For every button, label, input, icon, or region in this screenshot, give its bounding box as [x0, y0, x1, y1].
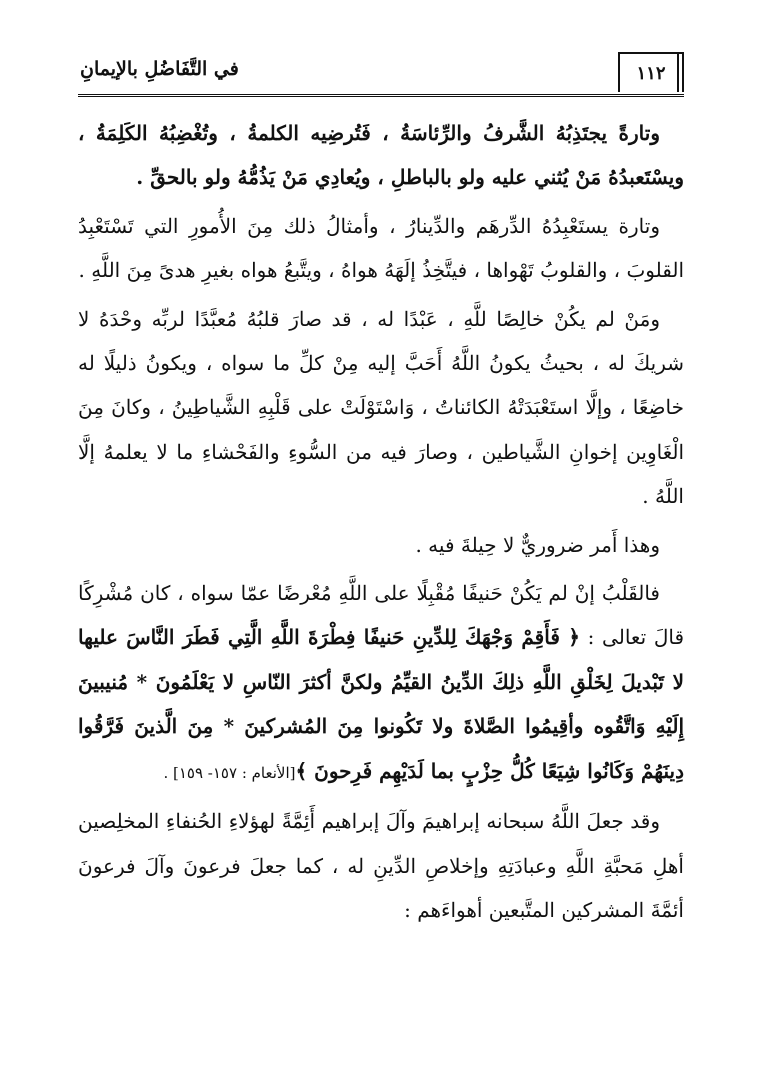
paragraph-3: ومَنْ لم يكُنْ خالِصًا للَّهِ ، عَبْدًا له ، قد صارَ قلبُهُ مُعبَّدًا لربِّه وحْدَهُ لا شريكَ له ، بحيثُ يكونُ اللَّهُ أَحَبَّ إليه مِنْ كلِّ ما سواه ، ويكونُ ذليلًا له خاضِعًا ، وإلَّا استَعْبَدَتْهُ الكائناتُ ، وَاسْتَوْلَتْ على قَلْبِهِ الشَّياطِينُ ، وكانَ مِنَ الْغَاوِين إخوانِ الشَّياطين ، وصارَ فيه من السُّوءِ والفَحْشاءِ ما لا يعلمهُ إلَّا اللَّهُ .: [78, 306, 685, 509]
paragraph-2: وتارة يستَعْبِدُهُ الدِّرهَم والدِّينارُ ، وأمثالُ ذلك مِنَ الأُمورِ التي تَسْتَعْبِدُ القلوبَ ، والقلوبُ تَهْواها ، فيتَّخِذُ إلَهَهُ هواهُ ، ويتَّبعُ هواه بغيرِ هدىً مِنَ اللَّهِ .: [78, 213, 684, 283]
page-body: [78, 111, 684, 932]
running-title: في التَّفَاضُلِ بالإيمانِ: [80, 58, 239, 80]
verse-reference: [الأنعام : ١٥٧- ١٥٩] .: [163, 763, 296, 782]
book-page: [78, 50, 684, 1060]
page-number: ١١٢: [618, 52, 684, 92]
paragraph-5-intro: فالقَلْبُ إنْ لم يَكُنْ حَنيفًا مُقْبِلًا على اللَّهِ مُعْرضًا عمّا سواه ، كان مُشْرِكًا قالَ تعالى :: [78, 581, 685, 650]
paragraph-5: [78, 571, 684, 795]
paragraph-4: وهذا أَمر ضروريٌّ لا حِيلةَ فيه .: [415, 532, 660, 557]
paragraph-1: وتارةً يجتَذِبُهُ الشَّرفُ والرِّئاسَةُ ، فَتُرضِيه الكلمةُ ، وتُغْضِبُهُ الكَلِمَةُ ، ويسْتَعبدُهُ مَنْ يُثني عليه ولو بالباطلِ ، ويُعادِي مَنْ يَذُمُّهُ ولو بالحقِّ .: [78, 121, 684, 190]
quran-verse: ﴿ فَأَقِمْ وَجْهَكَ لِلدِّينِ حَنيفًا فِطْرَةَ اللَّهِ الَّتِي فَطَرَ النَّاسَ عليها لا تَبْديلَ لِخَلْقِ اللَّهِ ذلِكَ الدِّينُ القيِّمُ ولكنَّ أكثرَ النّاسِ لا يَعْلَمُونَ * مُنيبينَ إِلَيْهِ وَاتَّقُوه وأقِيمُوا الصَّلاةَ ولا تَكُونوا مِنَ المُشركينَ * مِنَ الَّذينَ فَرَّقُوا دِينَهُمْ وَكَانُوا شِيَعًا كُلُّ حِزْبٍ بما لَدَيْهِم فَرِحونَ ﴾: [78, 625, 684, 783]
page-header: [78, 50, 684, 97]
paragraph-6: وقد جعلَ اللَّهُ سبحانه إبراهيمَ وآلَ إبراهيم أَئِمَّةً لهؤلاءِ الحُنفاءِ المخلِصين أهلِ مَحبَّةِ اللَّهِ وعبادَتِهِ وإخلاصِ الدِّينِ له ، كما جعلَ فرعونَ وآلَ فرعونَ أئمَّةَ المشركين المتَّبعين أهواءَهم :: [78, 809, 684, 922]
